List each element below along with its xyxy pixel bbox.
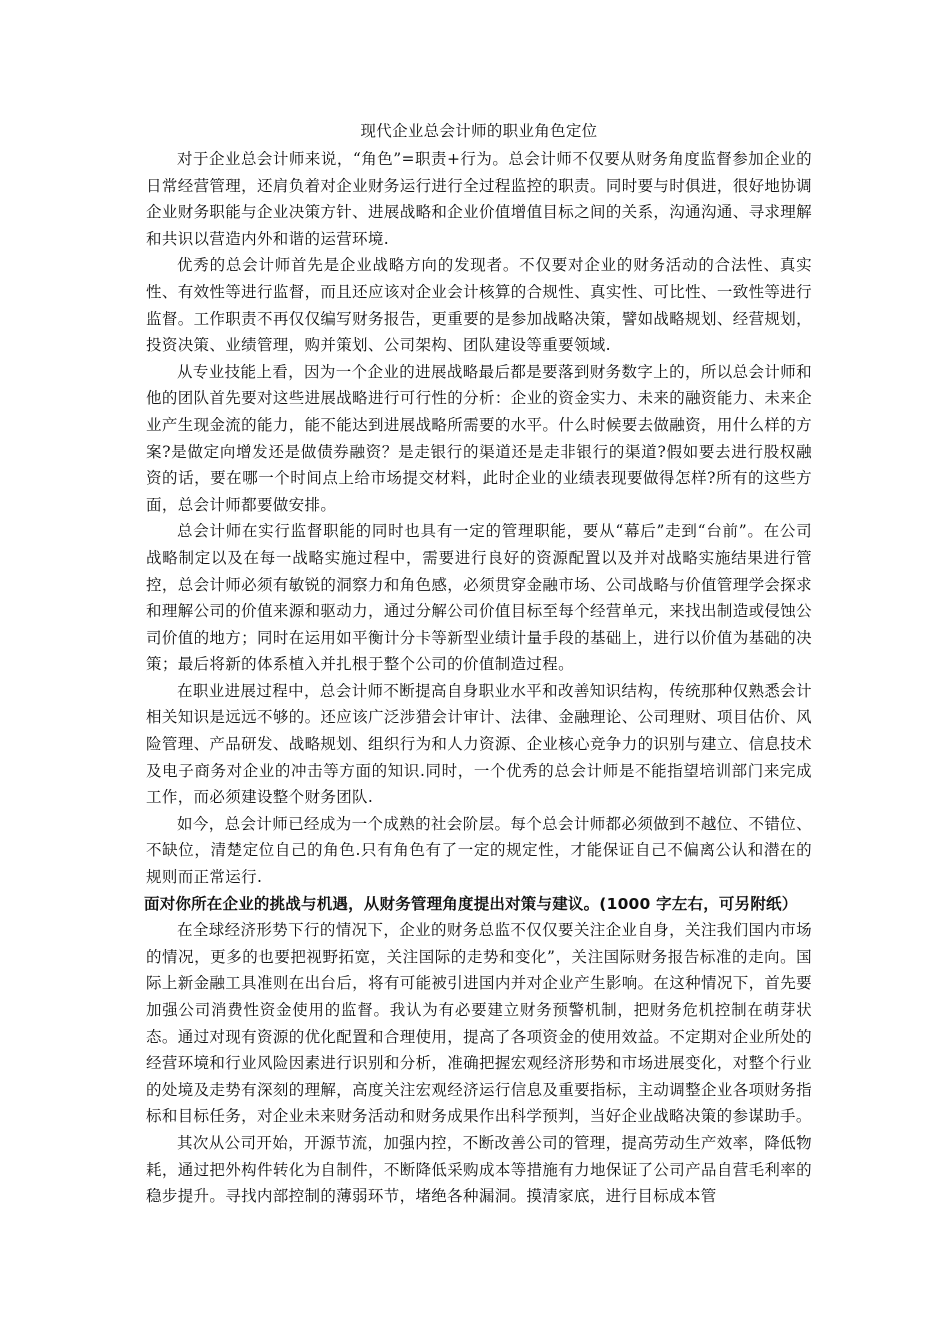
question-heading: 面对你所在企业的挑战与机遇，从财务管理角度提出对策与建议。(1000 字左右，可另附纸） xyxy=(144,894,798,913)
answer-paragraph-1: 在全球经济形势下行的情况下，企业的财务总监不仅仅要关注企业自身，关注我们国内市场的情况，更多的也要把视野拓宽，关注国际的走势和变化”，关注国际财务报告标准的走向。国际上新金融工具准则在出台后，将有可能被引进国内并对企业产生影响。在这种情况下，首先要加强公司消费性资金使用的监督。我认为有必要建立财务预警机制，把财务危机控制在萌芽状态。通过对现有资源的优化配置和合理使用，提高了各项资金的使用效益。不定期对企业所处的经营环境和行业风险因素进行识别和分析，准确把握宏观经济形势和市场进展变化，对整个行业的处境及走势有深刻的理解，高度关注宏观经济运行信息及重要指标，主动调整企业各项财务指标和目标任务，对企业未来财务活动和财务成果作出科学预判，当好企业战略决策的参谋助手。 xyxy=(146,921,812,1126)
paragraph-6: 如今，总会计师已经成为一个成熟的社会阶层。每个总会计师都必须做到不越位、不错位、不缺位，清楚定位自己的角色.只有角色有了一定的规定性，才能保证自己不偏离公认和潜在的规则而正常运行. xyxy=(146,814,812,887)
document-page xyxy=(146,118,812,1210)
paragraph-1: 对于企业总会计师来说，“角色”=职责+行为。总会计师不仅要从财务角度监督参加企业的日常经营管理，还肩负着对企业财务运行进行全过程监控的职责。同时要与时俱进，很好地协调企业财务职能与企业决策方针、进展战略和企业价值增值目标之间的关系，沟通沟通、寻求理解和共识以营造内外和谐的运营环境. xyxy=(146,150,812,248)
paragraph-4: 总会计师在实行监督职能的同时也具有一定的管理职能，要从“幕后”走到“台前”。在公司战略制定以及在每一战略实施过程中，需要进行良好的资源配置以及并对战略实施结果进行管控，总会计师必须有敏锐的洞察力和角色感，必须贯穿金融市场、公司战略与价值管理学会探求和理解公司的价值来源和驱动力，通过分解公司价值目标至每个经营单元，来找出制造或侵蚀公司价值的地方；同时在运用如平衡计分卡等新型业绩计量手段的基础上，进行以价值为基础的决策；最后将新的体系植入并扎根于整个公司的价值制造过程。 xyxy=(146,522,812,674)
document-title: 现代企业总会计师的职业角色定位 xyxy=(360,122,598,140)
paragraph-3: 从专业技能上看，因为一个企业的进展战略最后都是要落到财务数字上的，所以总会计师和他的团队首先要对这些进展战略进行可行性的分析：企业的资金实力、未来的融资能力、未来企业产生现金流的能力，能不能达到进展战略所需要的水平。什么时候要去做融资，用什么样的方案?是做定向增发还是做债券融资？是走银行的渠道还是走非银行的渠道?假如要去进行股权融资的话，要在哪一个时间点上给市场提交材料，此时企业的业绩表现要做得怎样?所有的这些方面，总会计师都要做安排。 xyxy=(146,362,812,514)
paragraph-2: 优秀的总会计师首先是企业战略方向的发现者。不仅要对企业的财务活动的合法性、真实性、有效性等进行监督，而且还应该对企业会计核算的合规性、真实性、可比性、一致性等进行监督。工作职责不再仅仅编写财务报告，更重要的是参加战略决策，譬如战略规划、经营规划，投资决策、业绩管理，购并策划、公司架构、团队建设等重要领域. xyxy=(146,256,812,355)
paragraph-5: 在职业进展过程中，总会计师不断提高自身职业水平和改善知识结构，传统那种仅熟悉会计相关知识是远远不够的。还应该广泛涉猎会计审计、法律、金融理论、公司理财、项目估价、风险管理、产品研发、战略规划、组织行为和人力资源、企业核心竞争力的识别与建立、信息技术及电子商务对企业的冲击等方面的知识.同时，一个优秀的总会计师是不能指望培训部门来完成工作，而必须建设整个财务团队. xyxy=(146,681,812,807)
answer-paragraph-2: 其次从公司开始，开源节流，加强内控，不断改善公司的管理，提高劳动生产效率，降低物耗，通过把外构件转化为自制件，不断降低采购成本等措施有力地保证了公司产品自营毛利率的稳步提升。寻找内部控制的薄弱环节，堵绝各种漏洞。摸清家底，进行目标成本管 xyxy=(146,1133,812,1206)
